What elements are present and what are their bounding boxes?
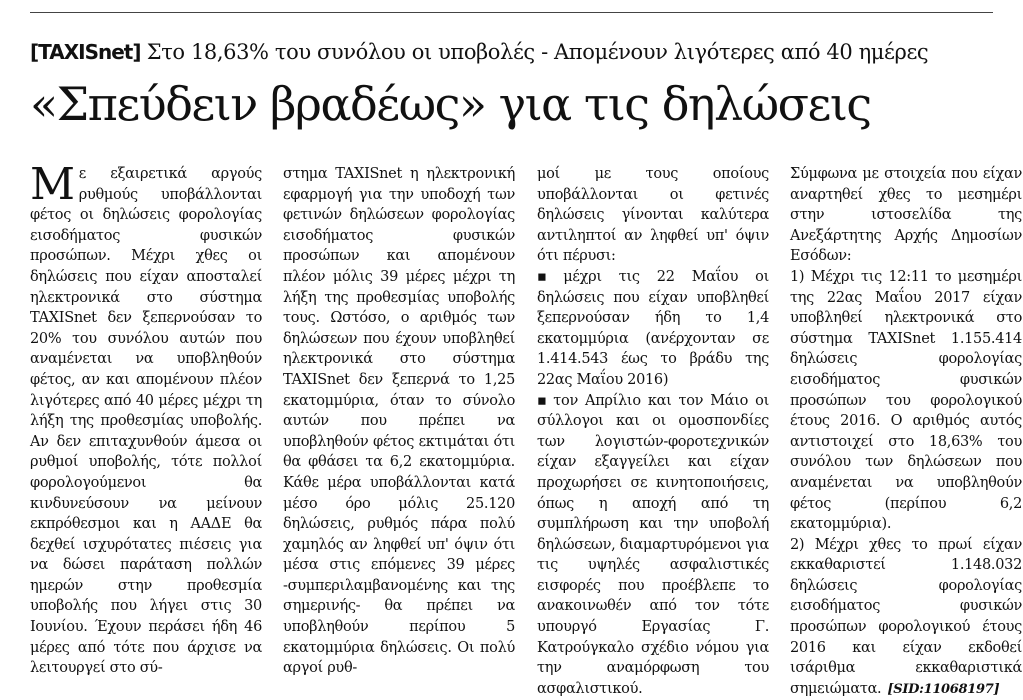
- numbered-item-1: 1) Μέχρι τις 12:11 το μεσημέρι της 22ας Μαΐου 2017 είχαν υποβληθεί ηλεκτρονικά στο σύστημα TAXISnet 1.155.414 δηλώσεις φορολογίας εισοδήματος φυσικών προσώπων του φορολογικού έτους 2016. Ο αριθμός αυτός αντιστοιχεί στο 18,63% του συνόλου των δηλώσεων που αναμένεται να υποβληθούν φέτος (περίπου 6,2 εκατομμύρια).: [790, 268, 1022, 533]
- kicker-text: Στο 18,63% του συνόλου οι υποβολές - Απομένουν λιγότερες από 40 ημέρες: [140, 40, 929, 64]
- bullet-item-2: [537, 391, 769, 700]
- numbered-item-2: [790, 535, 1022, 700]
- bullet-icon: ▪: [537, 391, 550, 409]
- bullet-2-text: τον Απρίλιο και τον Μάιο οι σύλλογοι και οι ομοσπονδίες των λογιστών-φοροτεχνικών είχαν εξαγγείλει και είχαν προχωρήσει σε κινητοποιήσεις, όπως η αποχή από τη συμπλήρωση και την υποβολή δηλώσεων, διαμαρτυρόμενοι για τις υψηλές ασφαλιστικές εισφορές που προέβλεπε το ανακοινωθέν από τον τότε υπουργό Εργασίας Γ. Κατρούγκαλο σχέδιο νόμου για την αναμόρφωση του ασφαλιστικού.: [537, 392, 770, 697]
- column-3-intro: μοί με τους οποίους υποβάλλονται οι φετινές δηλώσεις γίνονται καλύτερα αντιληπτοί αν ληφθεί υπ' όψιν ότι πέρυσι:: [537, 166, 769, 265]
- source-tag: [TAXISnet]: [30, 40, 141, 64]
- sid-reference: [SID:11068197]: [887, 681, 1000, 697]
- bullet-icon: ▪: [537, 267, 560, 285]
- drop-cap: Μ: [30, 159, 75, 210]
- column-4-intro: Σύμφωνα με στοιχεία που είχαν αναρτηθεί χθες το μεσημέρι στην ιστοσελίδα της Ανεξάρτητης Αρχής Δημοσίων Εσόδων:: [790, 166, 1022, 265]
- article-column-1: [30, 159, 262, 679]
- article-kicker: [30, 38, 990, 66]
- column-1-text: ε εξαιρετικά αργούς ρυθμούς υποβάλλονται φέτος οι δηλώσεις φορολογίας εισοδήματος φυσικών προσώπων. Μέχρι χθες οι δηλώσεις που είχαν αποσταλεί ηλεκτρονικά στο σύστημα TAXISnet δεν ξεπερνούσαν το 20% του συνόλου αυτών που αναμένεται να υποβληθούν φέτος, αν και απομένουν πλέον λιγότερες από 40 μέρες μέχρι τη λήξη της προθεσμίας υποβολής. Αν δεν επιταχυνθούν άμεσα οι ρυθμοί υποβολής, τότε πολλοί φορολογούμενοι θα κινδυνεύσουν να μείνουν εκπρόθεσμοι και η ΑΑΔΕ θα δεχθεί ισχυρότατες πιέσεις για να δώσει παράταση πολλών ημερών στην προθεσμία υποβολής που λήγει στις 30 Ιουνίου. Έχουν περάσει ήδη 46 μέρες από τότε που άρχισε να λειτουργεί στο σύ-: [30, 166, 262, 677]
- item-2-text: 2) Μέχρι χθες το πρωί είχαν εκκαθαριστεί 1.148.032 δηλώσεις φορολογίας εισοδήματος φυσικών προσώπων φορολογικού έτους 2016 και είχαν εκδοθεί ισάριθμα εκκαθαριστικά σημειώματα.: [790, 536, 1022, 697]
- article-headline: «Σπεύδειν βραδέως» για τις δηλώσεις: [30, 77, 871, 131]
- top-rule: [30, 12, 993, 13]
- bullet-1-text: μέχρι τις 22 Μαΐου οι δηλώσεις που είχαν υποβληθεί ξεπερνούσαν ήδη το 1,4 εκατομμύρια (ανέρχονταν σε 1.414.543 έως το βράδυ της 22ας Μαΐου 2016): [537, 268, 769, 388]
- article-column-3: [537, 164, 769, 699]
- article-column-2: [283, 164, 515, 679]
- bullet-item-1: [537, 267, 769, 391]
- column-2-text: στημα TAXISnet η ηλεκτρονική εφαρμογή για την υποδοχή των φετινών δηλώσεων φορολογίας εισοδήματος φυσικών προσώπων και απομένουν πλέον μόλις 39 μέρες μέχρι τη λήξη της προθεσμίας υποβολής τους. Ωστόσο, ο αριθμός των δηλώσεων που έχουν υποβληθεί ηλεκτρονικά στο σύστημα TAXISnet δεν ξεπερνά το 1,25 εκατομμύρια, όταν το σύνολο αυτών που πρέπει να υποβληθούν φέτος εκτιμάται ότι θα φθάσει τα 6,2 εκατομμύρια. Κάθε μέρα υποβάλλονται κατά μέσο όρο μόλις 25.120 δηλώσεις, ρυθμός πάρα πολύ χαμηλός αν ληφθεί υπ' όψιν ότι μέσα στις επόμενες 39 μέρες -συμπεριλαμβανομένης και της σημερινής- θα πρέπει να υποβληθούν περίπου 5 εκατομμύρια δηλώσεις. Οι πολύ αργοί ρυθ-: [283, 166, 515, 677]
- article-column-4: [790, 164, 1022, 700]
